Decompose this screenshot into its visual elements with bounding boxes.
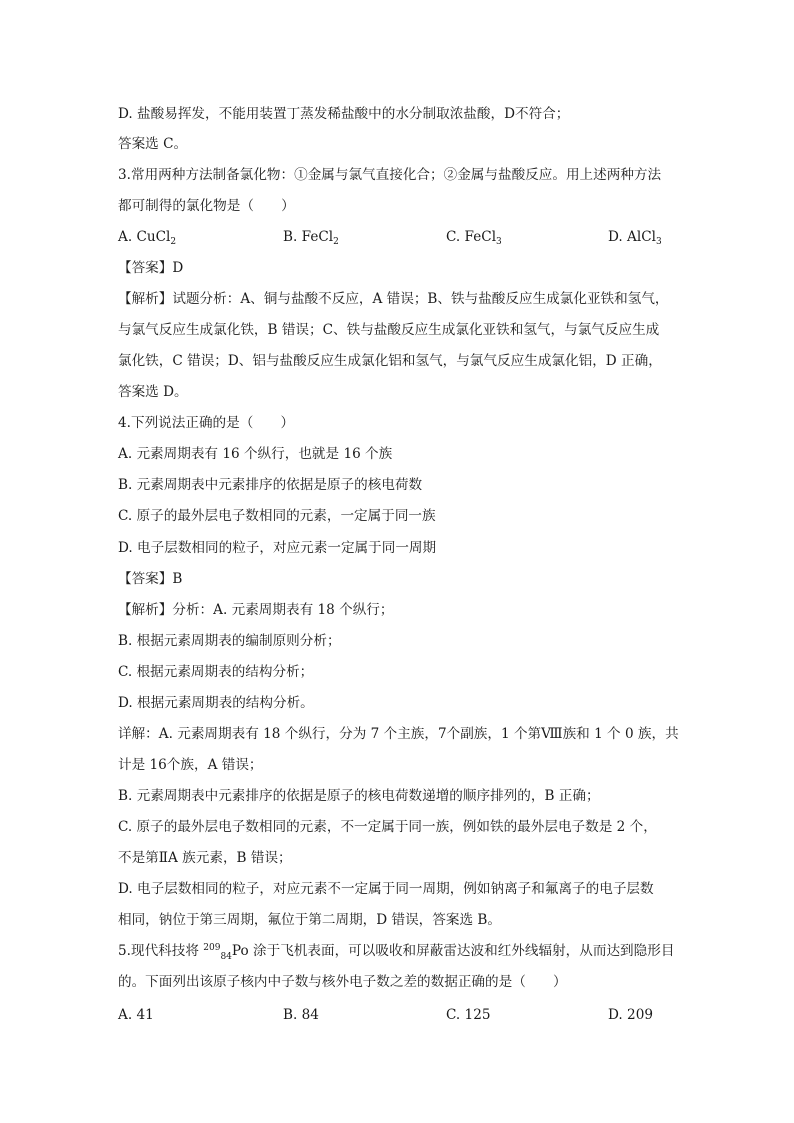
q5-option-a: A. 41	[118, 1007, 154, 1023]
question-3-stem: 都可制得的氯化物是（ ）	[118, 198, 295, 214]
answer-3: 【答案】D	[118, 260, 184, 276]
text-line: 答案选 C。	[118, 136, 188, 152]
q4-option-a: A. 元素周期表有 16 个纵行，也就是 16 个族	[118, 446, 393, 462]
q5-option-d: D. 209	[608, 1007, 654, 1023]
detail-4: D. 电子层数相同的粒子，对应元素不一定属于同一周期，例如钠离子和氟离子的电子层数	[118, 881, 654, 897]
analysis-4: C. 根据元素周期表的结构分析；	[118, 664, 314, 680]
analysis-3: 【解析】试题分析：A、铜与盐酸不反应，A 错误；B、铁与盐酸反应生成氯化亚铁和氢气，	[118, 291, 669, 307]
detail-4: 详解：A. 元素周期表有 18 个纵行，分为 7 个主族，7个副族，1 个第Ⅷ族和 1 个 0 族，共	[118, 726, 679, 742]
question-5-stem: 的。下面列出该原子核内中子数与核外电子数之差的数据正确的是（ ）	[118, 974, 567, 990]
q5-option-c: C. 125	[446, 1007, 491, 1023]
detail-4: 相同，钠位于第三周期，氟位于第二周期，D 错误，答案选 B。	[118, 912, 501, 928]
detail-4: 计是 16个族，A 错误；	[118, 757, 263, 773]
analysis-3: 答案选 D。	[118, 384, 188, 400]
analysis-3: 氯化铁，C 错误；D、铝与盐酸反应生成氯化铝和氢气，与氯气反应生成氯化铝，D 正确，	[118, 353, 662, 369]
detail-4: 不是第ⅡA 族元素，B 错误；	[118, 850, 292, 866]
question-3-stem: 3.常用两种方法制备氯化物：①金属与氯气直接化合；②金属与盐酸反应。用上述两种方法	[118, 167, 662, 183]
question-5-stem: 5.现代科技将 $^{209}_{84}$Po 涂于飞机表面，可以吸收和屏蔽雷达波和红外线辐射，从而达到隐形目	[118, 943, 675, 962]
detail-4: B. 元素周期表中元素排序的依据是原子的核电荷数递增的顺序排列的，B 正确；	[118, 788, 600, 804]
q3-option-d: D. AlCl$_3$	[608, 229, 662, 247]
q3-option-c: C. FeCl$_3$	[446, 229, 502, 247]
q4-option-c: C. 原子的最外层电子数相同的元素，一定属于同一族	[118, 508, 436, 524]
q3-option-a: A. CuCl$_2$	[118, 229, 177, 247]
detail-4: C. 原子的最外层电子数相同的元素，不一定属于同一族，例如铁的最外层电子数是 2 个，	[118, 819, 657, 835]
analysis-3: 与氯气反应生成氯化铁，B 错误；C、铁与盐酸反应生成氯化亚铁和氢气，与氯气反应生成	[118, 322, 660, 338]
question-4-stem: 4.下列说法正确的是（ ）	[118, 415, 295, 431]
answer-4: 【答案】B	[118, 571, 183, 587]
analysis-4: 【解析】分析：A. 元素周期表有 18 个纵行；	[118, 602, 394, 618]
q4-option-d: D. 电子层数相同的粒子，对应元素一定属于同一周期	[118, 540, 437, 556]
q4-option-b: B. 元素周期表中元素排序的依据是原子的核电荷数	[118, 477, 423, 493]
q3-option-b: B. FeCl$_2$	[283, 229, 339, 247]
analysis-4: D. 根据元素周期表的结构分析。	[118, 695, 314, 711]
q5-option-b: B. 84	[283, 1007, 319, 1023]
text-line: D. 盐酸易挥发，不能用装置丁蒸发稀盐酸中的水分制取浓盐酸，D不符合；	[118, 106, 570, 122]
analysis-4: B. 根据元素周期表的编制原则分析；	[118, 633, 341, 649]
